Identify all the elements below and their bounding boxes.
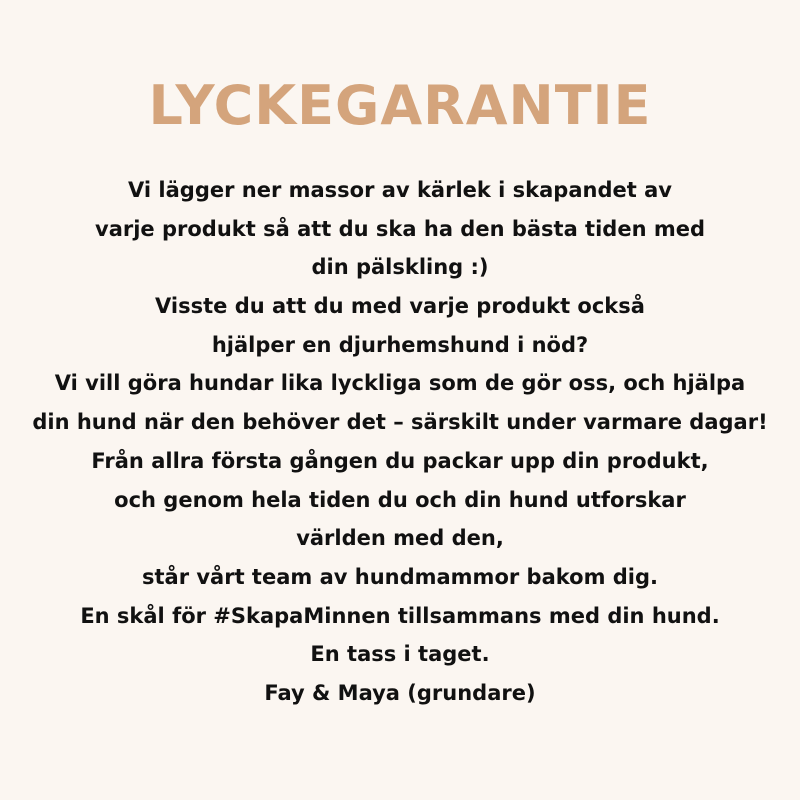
page-title: LYCKEGARANTIE <box>148 74 652 137</box>
message-line: och genom hela tiden du och din hund utforskar <box>114 487 686 512</box>
message-line: Från allra första gången du packar upp din produkt, <box>91 448 709 473</box>
message-line: står vårt team av hundmammor bakom dig. <box>141 564 659 589</box>
message-line: din hund när den behöver det – särskilt under varmare dagar! <box>32 410 768 435</box>
message-line: varje produkt så att du ska ha den bästa tiden med <box>95 216 705 241</box>
message-line: En skål för #SkapaMinnen tillsammans med din hund. <box>80 603 720 628</box>
message-line: En tass i taget. <box>310 642 490 667</box>
message-line: Vi lägger ner massor av kärlek i skapandet av <box>128 178 672 202</box>
message-line: hjälper en djurhemshund i nöd? <box>211 332 589 357</box>
message-line: världen med den, <box>296 526 504 551</box>
message-line: Vi vill göra hundar lika lyckliga som de gör oss, och hjälpa <box>54 371 746 396</box>
guarantee-message <box>0 171 800 713</box>
signature: Fay & Maya (grundare) <box>264 680 536 705</box>
message-line: Visste du att du med varje produkt också <box>155 294 645 319</box>
message-line: din pälskling :) <box>311 255 489 280</box>
